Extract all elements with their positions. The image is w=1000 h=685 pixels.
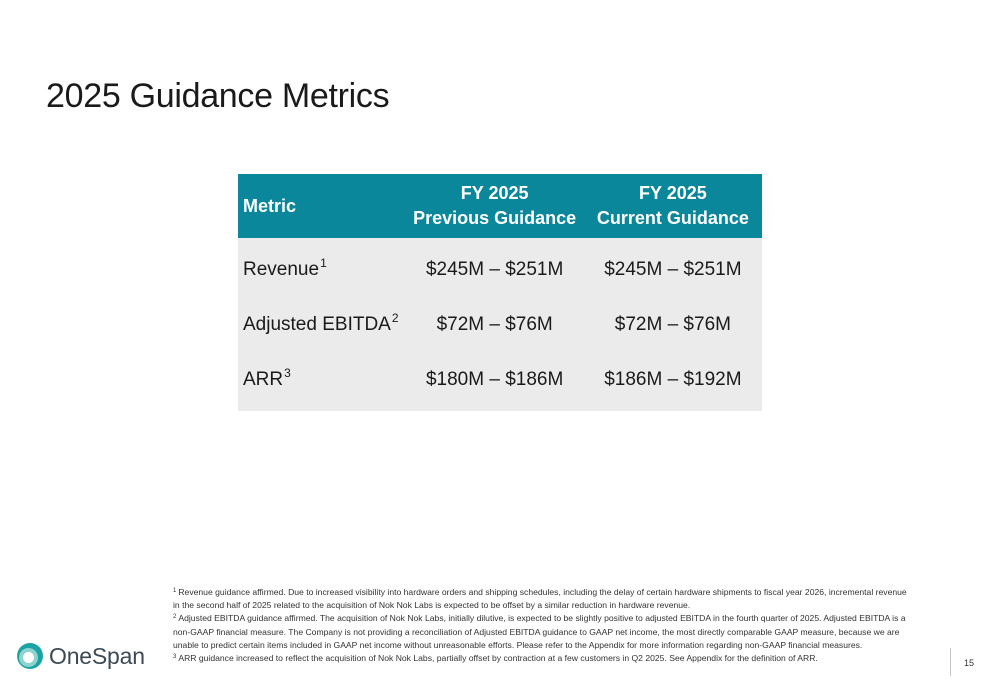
footnote-1: [173, 586, 915, 612]
previous-guidance-cell: $245M – $251M: [406, 238, 584, 297]
onespan-logo-icon: [16, 642, 44, 670]
current-guidance-cell: $245M – $251M: [584, 238, 762, 297]
guidance-table: [238, 174, 762, 411]
table-row-arr: [238, 352, 762, 411]
footnote-ref: 2: [391, 310, 399, 325]
footer-divider: [950, 648, 951, 676]
table-row-adjusted-ebitda: [238, 297, 762, 352]
page-title: 2025 Guidance Metrics: [46, 77, 390, 115]
footnote-ref: 1: [320, 255, 327, 270]
metric-label: ARR: [243, 368, 284, 390]
footnote-3: [173, 652, 915, 665]
header-current-guidance: [584, 174, 762, 238]
page-number: 15: [964, 658, 975, 668]
header-current-year: FY 2025: [639, 183, 707, 203]
metric-cell: [238, 238, 406, 297]
footnotes: [173, 586, 915, 665]
metric-label: Revenue: [243, 258, 320, 280]
footnote-text: Revenue guidance affirmed. Due to increased visibility into hardware orders and shipping schedules, including the delay of certain hardware shipments to fiscal year 2026, incremental revenue in the second half of 2025 related to the acquisition of Nok Nok Labs is expected to be offset by a similar reduction in hardware revenue.: [173, 587, 907, 611]
previous-guidance-cell: $72M – $76M: [406, 297, 584, 352]
table-row-revenue: [238, 238, 762, 297]
logo-text: OneSpan: [49, 643, 145, 669]
footnote-text: Adjusted EBITDA guidance affirmed. The acquisition of Nok Nok Labs, initially dilutive, is expected to be slightly positive to adjusted EBITDA in the fourth quarter of 2025. Adjusted EBITDA is a non-GAAP financial measure. The Company is not providing a reconciliation of Adjusted EBITDA guidance to GAAP net income, the most directly comparable GAAP measure, because we are unable to predict certain items included in GAAP net income without unreasonable efforts. Please refer to the Appendix for more information regarding non-GAAP financial measures.: [173, 613, 906, 650]
footnote-mark: 3: [173, 654, 177, 661]
footnote-ref: 3: [284, 365, 291, 380]
metric-label: Adjusted EBITDA: [243, 313, 391, 335]
onespan-logo: [16, 640, 145, 672]
footnote-mark: 1: [173, 588, 177, 594]
current-guidance-cell: $186M – $192M: [584, 352, 762, 411]
current-guidance-cell: $72M – $76M: [584, 297, 762, 352]
table-header-row: [238, 174, 762, 238]
header-previous-label: Previous Guidance: [413, 208, 577, 228]
footnote-2: [173, 612, 915, 652]
header-previous-year: FY 2025: [460, 183, 529, 203]
header-metric: Metric: [238, 174, 406, 238]
footnote-mark: 2: [173, 614, 177, 621]
previous-guidance-cell: $180M – $186M: [406, 352, 584, 411]
header-current-label: Current Guidance: [596, 208, 749, 228]
metric-cell: [238, 297, 406, 352]
header-previous-guidance: [406, 174, 584, 238]
metric-cell: [238, 352, 406, 411]
footnote-text: ARR guidance increased to reflect the acquisition of Nok Nok Labs, partially offset by contraction at a few customers in Q2 2025. See Appendix for the definition of ARR.: [178, 653, 818, 664]
